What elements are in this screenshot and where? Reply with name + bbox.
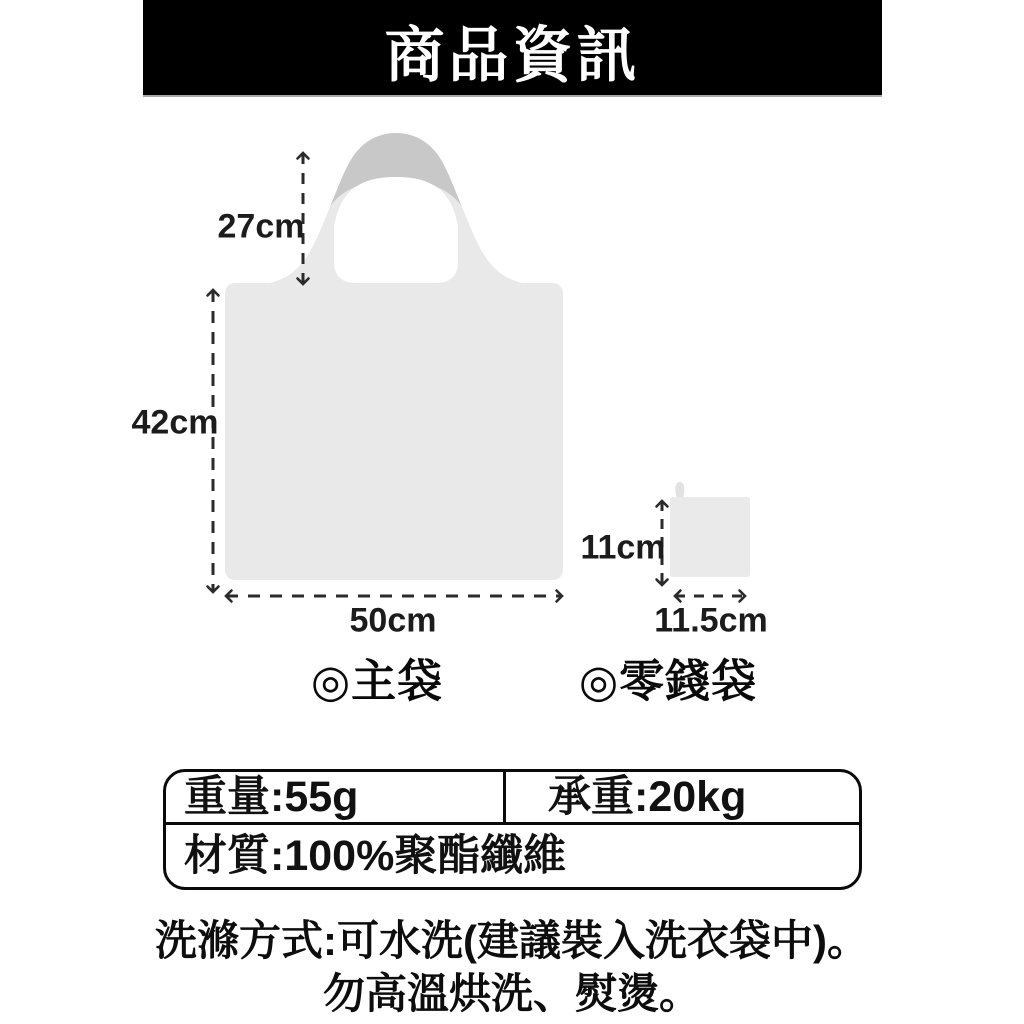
- caption-main-bag: ◎主袋: [310, 655, 444, 707]
- page-title: 商品資訊: [384, 21, 641, 89]
- coin-pouch-loop: [675, 482, 684, 498]
- care-instructions-line2: 勿高溫烘洗、熨燙。: [322, 970, 702, 1017]
- dim-label-body-width: 50cm: [349, 601, 437, 640]
- spec-table: [163, 769, 862, 890]
- dim-label-pouch-width: 11.5cm: [654, 601, 768, 640]
- dim-label-pouch-height: 11cm: [580, 528, 666, 567]
- handle-hole: [334, 177, 458, 283]
- spec-weight: 重量:55g: [166, 772, 506, 822]
- dim-label-body-height: 42cm: [131, 403, 219, 442]
- spec-row-top: [166, 772, 859, 825]
- care-instructions-line1: 洗滌方式:可水洗(建議裝入洗衣袋中)。: [155, 917, 869, 964]
- caption-coin-pouch: ◎零錢袋: [578, 655, 758, 707]
- spec-load: 承重:20kg: [548, 773, 747, 821]
- spec-material: 材質:100%聚酯纖維: [184, 832, 567, 880]
- coin-pouch-body: [670, 497, 750, 577]
- main-bag-body: [225, 283, 563, 580]
- dim-label-handle-height: 27cm: [217, 207, 305, 246]
